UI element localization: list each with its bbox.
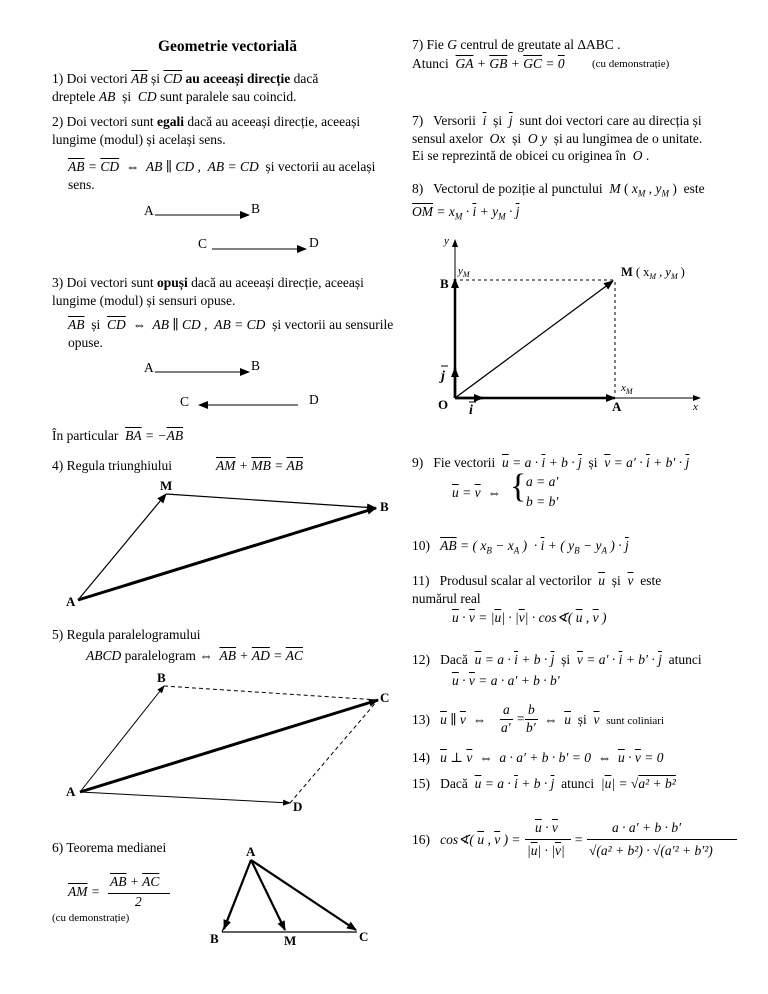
s3-diagram — [144, 358, 319, 409]
s13-frac-b-num: b — [528, 702, 535, 717]
svg-text:xM: $x_M$ — [621, 382, 633, 396]
s13-end: ⇔ $\overline{u}$ și $\overline{v}$ sunt coliniari — [544, 712, 665, 727]
s16-num2: a · a′ + b · b′ — [612, 820, 682, 835]
s1-text-a: 1) Doi vectori — [52, 71, 132, 86]
s4-heading: 4) Regula triunghiului — [52, 458, 172, 473]
svg-text:A: A — [612, 399, 622, 414]
s6-numerator: $\overline{AB} + \overline{AC}$ — [110, 874, 160, 889]
s2-text-c: dacă au aceeași direcție, aceeași — [183, 114, 361, 129]
label-B: B — [251, 201, 261, 216]
s3-text-a: 3) Doi vectori sunt — [52, 275, 157, 290]
s6-heading: 6) Teorema medianei — [52, 840, 167, 855]
s7a-line1: 7) Fie G centrul de greutate al ΔABC . — [412, 37, 621, 52]
svg-text:B: B — [210, 931, 219, 946]
label-D: D — [309, 235, 319, 250]
s16-eq: = — [574, 832, 584, 847]
svg-text:x: x — [693, 401, 698, 413]
s13-frac-b-den: b′ — [526, 720, 536, 735]
s2-bold: egali — [156, 114, 184, 129]
s1-text-e: dreptele — [52, 88, 99, 104]
svg-text:A: A — [144, 360, 154, 375]
s14-line: 14) $\overline{u}$ ⊥ $\overline{v}$ ⇔ a · a′ + b · b′ = 0 ⇔ $\overline{u} \cdot \overline{v} = 0$ — [412, 750, 664, 765]
svg-text:D: D — [293, 799, 303, 814]
s9-uv: $\overline{u} = \overline{v}$ ⇔ — [452, 485, 501, 500]
svg-text:A: A — [66, 594, 76, 609]
s8-equation: $\overline{OM} = x_M \cdot \overline{i} + y_M \cdot \overline{j}$ — [412, 204, 520, 222]
svg-text:D: D — [309, 392, 319, 407]
s12-line1: 12) Dacă $\overline{u} = a \cdot \overline{i} + b \cdot \overline{j}$ și $\overline{v} = a' \cdot \overline{i} + b' \cdot \overline{j}$ atunci — [412, 652, 702, 667]
s7a-line2: Atunci $\overline{GA} + \overline{GB} + \overline{GC} = 0$ — [412, 56, 565, 71]
s13-frac-a-num: a — [503, 702, 510, 717]
s12-line2: $\overline{u} \cdot \overline{v} = a \cdot a' + b \cdot b'$ — [452, 673, 560, 688]
svg-text:B: B — [380, 499, 389, 514]
svg-text:B: B — [157, 670, 166, 685]
page-title: Geometrie vectorială — [158, 38, 297, 55]
vector-ab: $\overline{AB}$ — [131, 71, 148, 86]
svg-text:i: i — [469, 403, 473, 418]
s2-text-a: 2) Doi vectori sunt — [52, 114, 157, 129]
svg-text:yM: $y_M$ — [458, 265, 470, 279]
svg-text:A: A — [66, 784, 76, 799]
svg-text:M: M — [160, 478, 173, 493]
s13-line: 13) $\overline{u}$ ∥ $\overline{v}$ ⇔ — [412, 712, 487, 727]
s2-text-d: lungime (modul) și același sens. — [52, 131, 226, 147]
s6-note: (cu demonstrație) — [52, 912, 130, 924]
s8-diagram — [438, 235, 700, 418]
label-A: A — [144, 203, 154, 218]
section-7b: 7) Versorii $\overline{i}$ și $\overline{j}$ sunt doi vectori care au direcția și sensul axelor Ox și O y și au lungimea de o unitate. Ei se reprezintă de obicei cu originea în O . — [412, 113, 703, 164]
s3-particular: În particular $\overline{BA} = -\overline{AB}$ — [52, 428, 184, 443]
s6-diagram — [210, 844, 368, 948]
s16-den2: √(a² + b²) · √(a′² + b′²) — [589, 843, 713, 858]
svg-text:C: C — [180, 394, 190, 409]
s4-diagram — [66, 478, 389, 609]
svg-text:A: A — [246, 844, 256, 859]
s5-diagram — [66, 670, 389, 814]
s2-equivalence: $\overline{AB} = \overline{CD}$ ⇔ AB ∥ CD , AB = CD și vectorii au același sens. — [68, 159, 376, 192]
s6-denominator: 2 — [135, 894, 142, 909]
s3-text-c: dacă au aceeași direcție, aceeași — [187, 275, 364, 290]
s9-eq1: a = a′ — [526, 474, 559, 489]
s16-lhs: 16) cos∢( $\overline{u}$ , $\overline{v}$ ) = — [412, 832, 521, 847]
section-1: 1) Doi vectori $\overline{AB}$ și $\overline{CD}$ au aceeași direcție dacă dreptele AB și CD sunt paralele sau coincid. — [52, 71, 319, 104]
s3-equivalence: $\overline{AB}$ și $\overline{CD}$ ⇔ AB ∥ CD , AB = CD și vectorii au sensurile opuse. — [68, 317, 394, 350]
s1-text-b: și — [147, 71, 164, 86]
s1-text-f: sunt paralele sau coincid. — [156, 88, 297, 104]
s10-line: 10) $\overline{AB}$ = ( $x_B - x_A$ ) · $\overline{i}$ + ( $y_B - y_A$ ) · $\overline{j}$ — [412, 538, 629, 556]
s16-den1: $|\overline{u}| \cdot |\overline{v}|$ — [527, 843, 565, 858]
svg-text:B: B — [251, 358, 261, 373]
s5-equation: ABCD paralelogram ⇔ $\overline{AB} + \overline{AD} = \overline{AC}$ — [86, 648, 303, 663]
s13-eq: = — [516, 711, 526, 726]
s5-heading: 5) Regula paralelogramului — [52, 627, 201, 642]
s9-line1: 9) Fie vectorii $\overline{u} = a \cdot \overline{i} + b \cdot \overline{j}$ și $\overline{v} = a' \cdot \overline{i} + b' \cdot \overline{j}$ — [412, 455, 690, 470]
svg-text:C: C — [359, 929, 369, 944]
s8-line1: 8) Vectorul de poziție al punctului M ( $x_M$ , $y_M$ ) este — [412, 181, 705, 199]
s9-eq2: b = b′ — [526, 494, 559, 509]
section-11: 11) Produsul scalar al vectorilor $\overline{u}$ și $\overline{v}$ este numărul real — [412, 573, 662, 606]
s9-brace: { — [510, 468, 527, 505]
svg-text:y: y — [444, 235, 449, 247]
svg-text:j: j — [441, 369, 445, 384]
s16-num1: $\overline{u} \cdot \overline{v}$ — [535, 820, 558, 835]
s2-diagram — [144, 201, 319, 251]
s1-bold: au aceeași direcție — [182, 71, 291, 86]
svg-text:O: O — [438, 397, 449, 412]
s3-bold: opuși — [156, 275, 188, 290]
s11-equation: $\overline{u} \cdot \overline{v} = |\overline{u}| \cdot |\overline{v}|$ · cos∢( $\overline{u}$ , $\overline{v}$ ) — [452, 610, 607, 625]
s4-equation: $\overline{AM} + \overline{MB} = \overline{AB}$ — [216, 458, 303, 473]
svg-text:M: M — [284, 933, 297, 948]
s13-frac-a-den: a′ — [501, 720, 511, 735]
vector-cd: $\overline{CD}$ — [163, 71, 183, 86]
svg-text:C: C — [380, 690, 390, 705]
label-C: C — [198, 236, 208, 251]
s7a-note: (cu demonstrație) — [592, 58, 670, 70]
svg-text:M( xM , yM): M ( $x_M$ , $y_M$ ) — [621, 265, 685, 281]
svg-text:B: B — [440, 276, 449, 291]
s15-line: 15) Dacă $\overline{u} = a \cdot \overline{i} + b \cdot \overline{j}$ atunci $|\overline{u}| = √a^2 + b^2$ — [412, 776, 676, 791]
s6-lhs: $\overline{AM}$ = — [68, 884, 100, 899]
s3-text-d: lungime (modul) și sensuri opuse. — [52, 292, 236, 308]
s1-text-d: dacă — [290, 71, 319, 86]
